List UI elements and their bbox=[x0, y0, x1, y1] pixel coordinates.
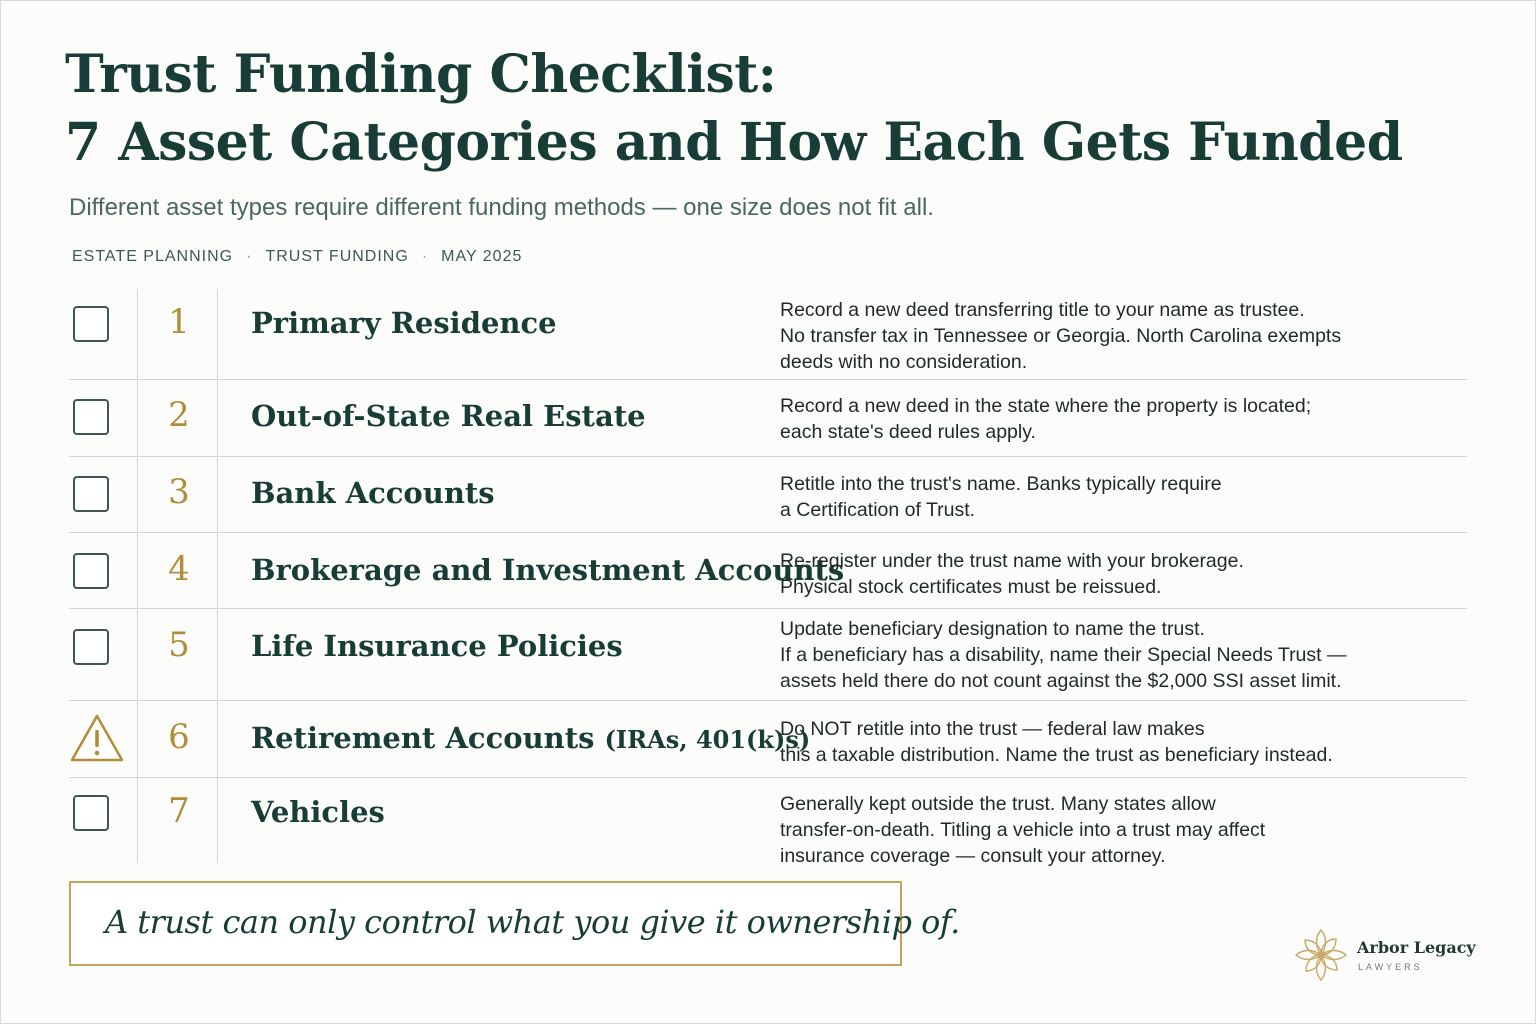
description-line: If a beneficiary has a disability, name their Special Needs Trust — bbox=[780, 644, 1347, 666]
category-description bbox=[780, 548, 1420, 600]
category-title: Primary Residence bbox=[251, 306, 557, 340]
category-description bbox=[780, 297, 1420, 375]
checkbox[interactable] bbox=[73, 476, 109, 512]
checklist-row bbox=[69, 379, 1467, 457]
meta-tag-category: ESTATE PLANNING bbox=[72, 248, 234, 265]
category-title: Brokerage and Investment Accounts bbox=[251, 553, 845, 587]
callout-quote: A trust can only control what you give it ownership of. bbox=[105, 903, 960, 941]
category-description bbox=[780, 393, 1420, 445]
category-description bbox=[780, 791, 1420, 869]
category-title bbox=[251, 721, 810, 755]
meta-separator: · bbox=[246, 248, 253, 265]
category-title: Out-of-State Real Estate bbox=[251, 399, 646, 433]
category-description bbox=[780, 471, 1420, 523]
brand-name: Arbor Legacy bbox=[1357, 938, 1476, 957]
checklist-row bbox=[69, 456, 1467, 533]
description-line: Retitle into the trust's name. Banks typically require bbox=[780, 473, 1222, 495]
page-title bbox=[65, 41, 1403, 177]
row-number: 4 bbox=[168, 549, 190, 589]
checkbox[interactable] bbox=[73, 629, 109, 665]
title-line-2: 7 Asset Categories and How Each Gets Funded bbox=[65, 112, 1403, 173]
row-number: 6 bbox=[168, 717, 190, 757]
description-line: this a taxable distribution. Name the trust as beneficiary instead. bbox=[780, 744, 1333, 766]
checkbox[interactable] bbox=[73, 306, 109, 342]
description-line: Physical stock certificates must be reissued. bbox=[780, 576, 1162, 598]
checklist-row bbox=[69, 777, 1467, 867]
description-line: Do NOT retitle into the trust — federal law makes bbox=[780, 718, 1205, 740]
category-title: Bank Accounts bbox=[251, 476, 495, 510]
checklist-row bbox=[69, 608, 1467, 701]
description-line: a Certification of Trust. bbox=[780, 499, 976, 521]
description-line: Re-register under the trust name with your brokerage. bbox=[780, 550, 1244, 572]
warning-icon bbox=[69, 713, 125, 763]
description-line: assets held there do not count against the $2,000 SSI asset limit. bbox=[780, 670, 1342, 692]
checklist-row bbox=[69, 289, 1467, 379]
description-line: No transfer tax in Tennessee or Georgia. North Carolina exempts bbox=[780, 325, 1342, 347]
checkbox[interactable] bbox=[73, 795, 109, 831]
meta-separator: · bbox=[421, 248, 429, 265]
checkbox[interactable] bbox=[73, 553, 109, 589]
category-title-suffix: (IRAs, 401(k)s) bbox=[604, 725, 811, 754]
meta-tag-date: MAY 2025 bbox=[441, 248, 523, 265]
description-line: insurance coverage — consult your attorney. bbox=[780, 845, 1166, 867]
meta-tag-topic: TRUST FUNDING bbox=[265, 248, 409, 265]
row-number: 2 bbox=[168, 395, 190, 435]
description-line: transfer-on-death. Titling a vehicle into a trust may affect bbox=[780, 819, 1266, 841]
checklist-table bbox=[69, 289, 1467, 867]
category-description bbox=[780, 616, 1420, 694]
page-subtitle: Different asset types require different funding methods — one size does not fit all. bbox=[69, 194, 934, 221]
description-line: Generally kept outside the trust. Many states allow bbox=[780, 793, 1216, 815]
title-line-1: Trust Funding Checklist: bbox=[65, 44, 777, 105]
flower-logo-icon bbox=[1291, 925, 1351, 985]
category-title: Life Insurance Policies bbox=[251, 629, 623, 663]
description-line: Record a new deed in the state where the property is located; bbox=[780, 395, 1312, 417]
checklist-row bbox=[69, 700, 1467, 778]
row-number: 3 bbox=[168, 472, 190, 512]
description-line: deeds with no consideration. bbox=[780, 351, 1028, 373]
brand-tagline: LAWYERS bbox=[1358, 962, 1423, 972]
row-number: 5 bbox=[168, 625, 190, 665]
brand-logo bbox=[1291, 925, 1491, 985]
meta-tags bbox=[72, 248, 522, 266]
category-title-main: Retirement Accounts bbox=[251, 721, 595, 755]
description-line: Update beneficiary designation to name the trust. bbox=[780, 618, 1205, 640]
checkbox[interactable] bbox=[73, 399, 109, 435]
callout-box bbox=[69, 881, 960, 966]
category-description bbox=[780, 716, 1420, 768]
description-line: Record a new deed transferring title to your name as trustee. bbox=[780, 299, 1305, 321]
row-number: 1 bbox=[168, 302, 190, 342]
category-title: Vehicles bbox=[251, 795, 385, 829]
row-number: 7 bbox=[168, 791, 190, 831]
checklist-row bbox=[69, 532, 1467, 609]
description-line: each state's deed rules apply. bbox=[780, 421, 1036, 443]
